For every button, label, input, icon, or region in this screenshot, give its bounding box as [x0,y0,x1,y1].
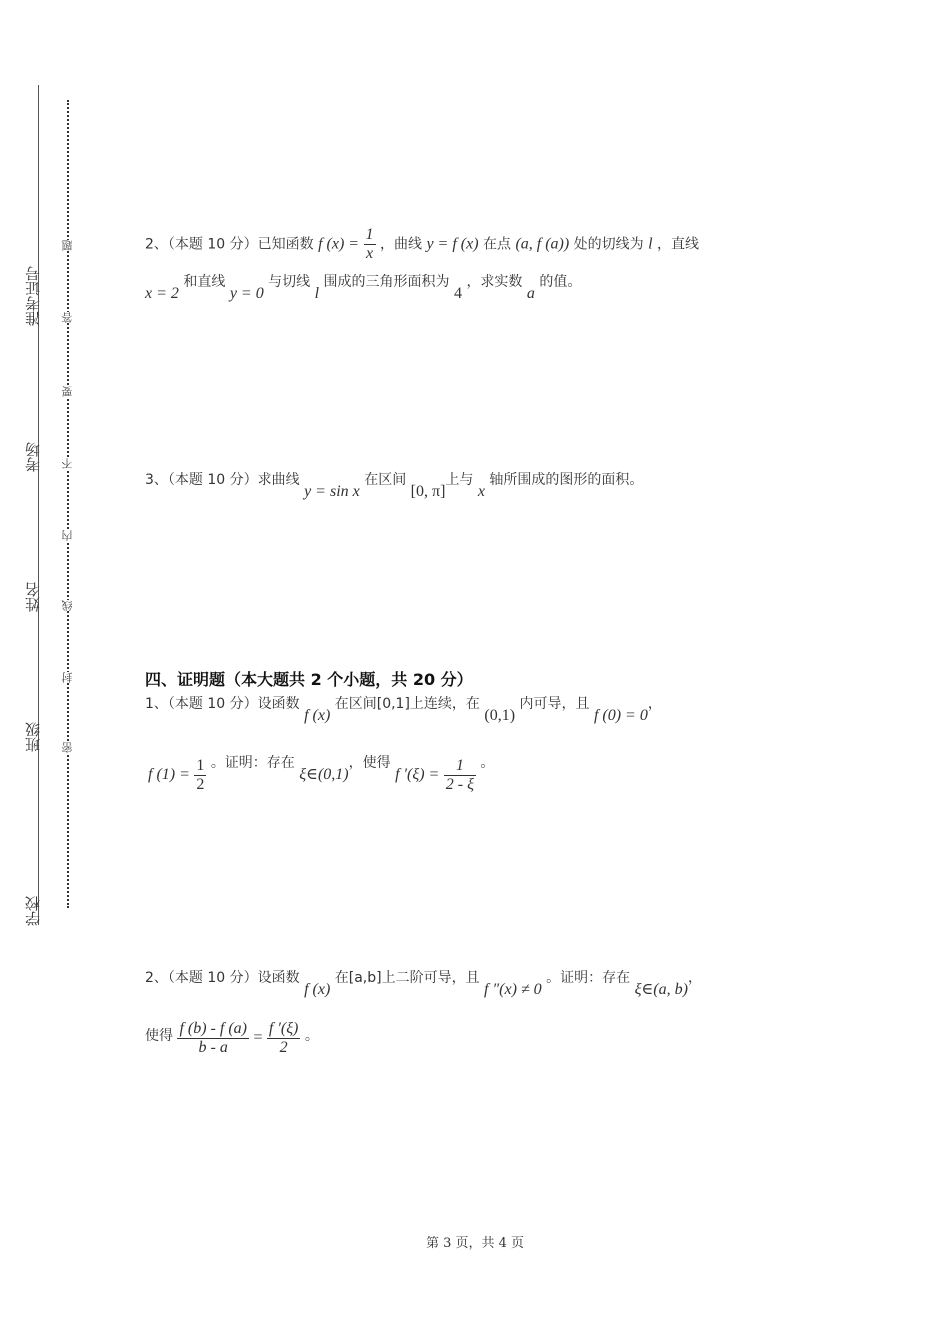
text: 。 [304,1028,319,1044]
text: 在区间[0,1]上连续，在 [334,696,480,712]
question-2-line-1 [145,226,699,263]
fraction-denominator: x [364,244,376,263]
xi-in-interval: ξ∈(a, b) [634,981,688,998]
condition-f0: f (0) = 0 [593,707,648,724]
seal-char: 封 [61,672,74,683]
proof-2-line-2 [145,1018,319,1058]
text: 在区间 [364,472,407,488]
label-school: 学校 [24,896,42,926]
proof-1-line-1 [145,694,662,724]
page-number: 第 3 页，共 4 页 [425,1236,525,1251]
interval: [0, π] [410,483,446,500]
text: 内可导，且 [519,696,590,712]
seal-char: 不 [61,458,74,469]
seal-char: 密 [61,742,74,753]
text: 使得 [145,1028,173,1044]
x-axis-symbol: x [477,483,485,500]
text: 在[a,b]上二阶可导，且 [334,970,480,986]
second-derivative-condition: f ″(x) ≠ 0 [484,981,542,998]
fraction-numerator: f ′(ξ) [268,1019,299,1037]
one-half-fraction [194,757,206,794]
text: ，直线 [657,236,700,253]
text: 上与 [445,472,474,488]
text: ， [647,696,662,712]
text: 。证明：存在 [210,755,295,771]
line-y-equals-0: y = 0 [229,285,264,302]
text: 处的切线为 [573,236,644,253]
function-symbol: f (x) [304,981,331,998]
text: 。证明：存在 [546,970,631,986]
seal-char: 答 [61,312,74,323]
question-3-line [145,470,644,500]
tangent-line-symbol: l [314,285,320,302]
derivative-half-fraction [267,1020,300,1057]
open-interval: (0,1) [484,707,516,724]
tangent-point: (a, f (a)) [515,235,570,253]
seal-char: 线 [61,600,74,611]
function-definition: f (x) = [318,235,360,253]
derivative-fraction [444,757,476,794]
sine-curve: y = sin x [304,483,360,500]
text: ， [687,970,702,986]
section-title: 四、证明题（本大题共 2 个小题，共 20 分） [145,670,473,689]
label-exam-room: 考场 [24,442,42,472]
text: ，求实数 [466,274,523,290]
area-value: 4 [453,285,462,302]
text: 在点 [483,236,511,253]
text: ，曲线 [379,236,422,253]
text: 和直线 [183,274,226,290]
fraction-numerator: 1 [196,756,205,774]
proof-2-line-1 [145,968,702,998]
fraction-numerator: f (b) - f (a) [179,1019,247,1037]
proof-2-intro: 2、（本题 10 分）设函数 [145,970,300,986]
fraction-numerator: 1 [455,756,464,774]
fraction-denominator: 2 [267,1038,300,1057]
tangent-line-symbol: l [648,235,653,253]
function-symbol: f (x) [304,707,331,724]
fraction-denominator: 2 [196,775,205,793]
reciprocal-fraction [364,226,376,263]
question-2-line-2 [145,272,582,302]
seal-dotted-line [67,100,69,908]
proof-1-line-2 [148,755,494,795]
fraction-denominator: b - a [177,1038,249,1057]
seal-char: 要 [61,386,74,397]
seal-char: 题 [61,240,74,251]
equals-sign: = [253,1029,263,1046]
fraction-numerator: 1 [365,226,374,243]
text: 的值。 [539,274,582,290]
text: ，使得 [348,755,391,771]
difference-quotient [177,1020,249,1057]
label-class: 班级 [24,722,42,752]
derivative-expression: f ′(ξ) = [395,766,440,783]
curve-expression: y = f (x) [426,235,479,253]
variable-a: a [526,285,535,302]
text: 。 [480,755,495,771]
text: 围成的三角形面积为 [323,274,450,290]
label-exam-number: 准考证号 [24,266,42,326]
xi-in-interval: ξ∈(0,1) [299,766,349,783]
sidebar-solid-line [38,85,39,925]
seal-char: 内 [61,530,74,541]
proof-1-intro: 1、（本题 10 分）设函数 [145,696,300,712]
condition-f1: f (1) = [148,766,190,783]
label-name: 姓名 [24,582,42,612]
question-2-intro: 2、（本题 10 分）已知函数 [145,236,314,253]
fraction-denominator: 2 - ξ [445,775,474,793]
question-3-intro: 3、（本题 10 分）求曲线 [145,472,300,488]
text: 轴所围成的图形的面积。 [489,472,644,488]
line-x-equals-2: x = 2 [145,285,179,302]
text: 与切线 [268,274,311,290]
